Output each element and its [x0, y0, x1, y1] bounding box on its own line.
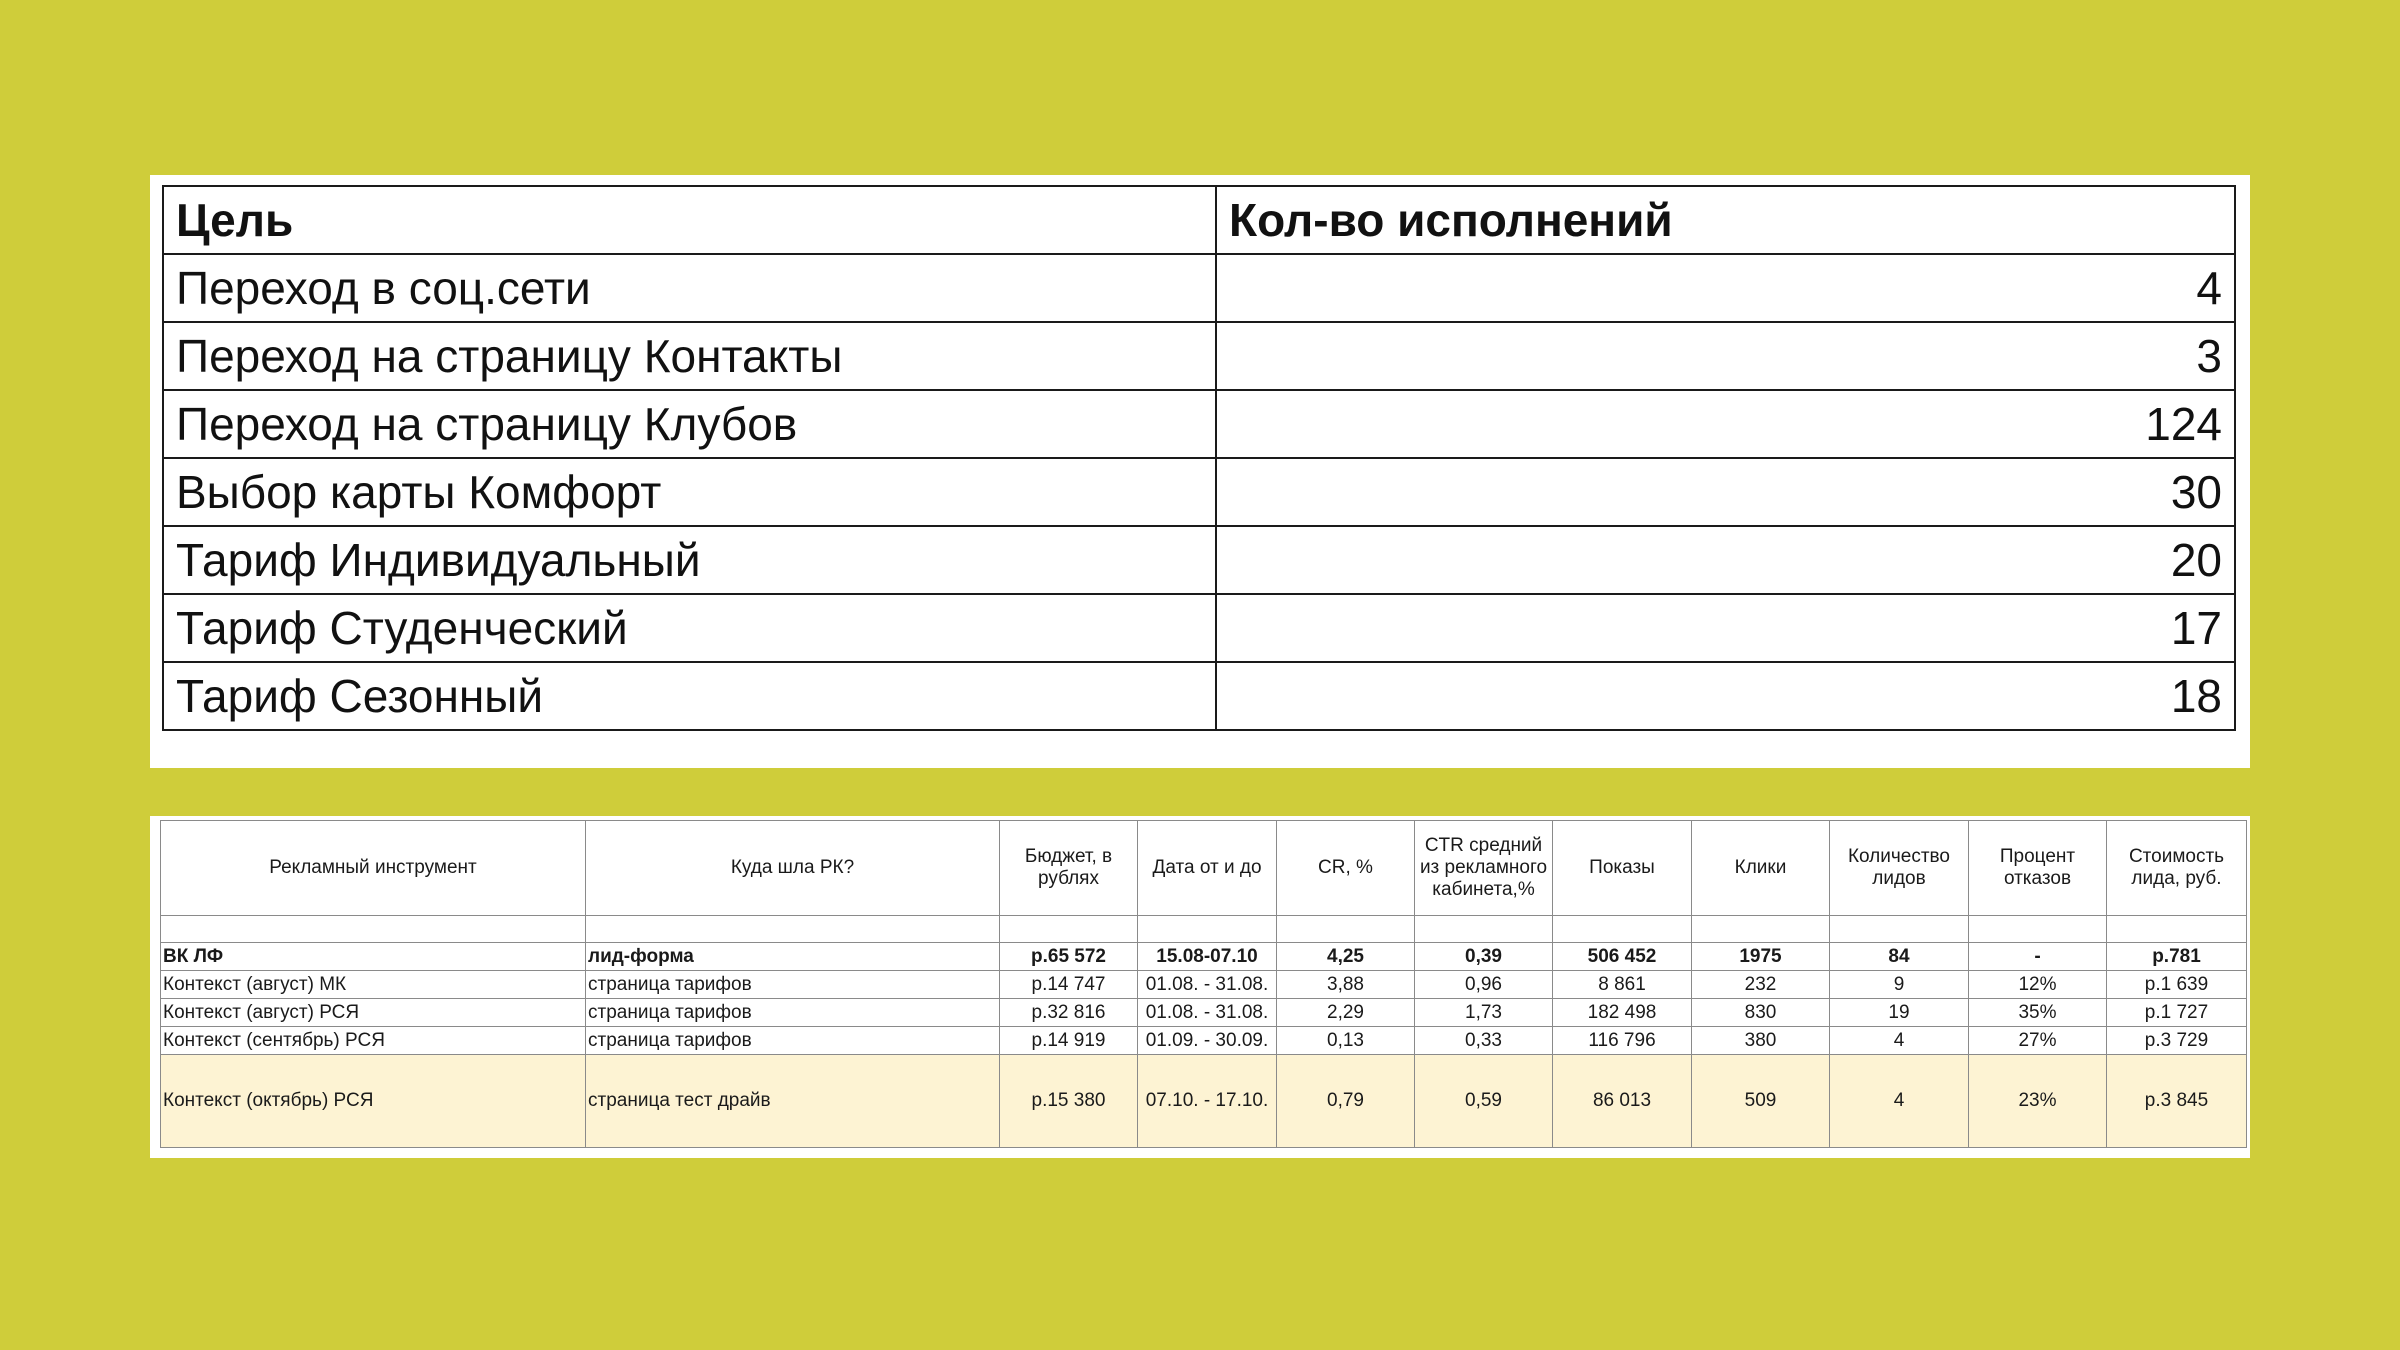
ads-table — [160, 820, 2247, 1148]
goals-header-goal: Цель — [163, 186, 1216, 254]
goal-count: 3 — [1216, 322, 2235, 390]
ads-budget: р.65 572 — [1000, 943, 1138, 971]
ads-lead-cost: р.3 729 — [2107, 1027, 2247, 1055]
ads-ctr: 0,96 — [1415, 971, 1553, 999]
ads-impressions: 116 796 — [1553, 1027, 1692, 1055]
empty-cell — [2107, 916, 2247, 943]
goals-header-row — [163, 186, 2235, 254]
ads-header-cr: CR, % — [1277, 821, 1415, 916]
goals-row — [163, 390, 2235, 458]
ads-impressions: 182 498 — [1553, 999, 1692, 1027]
ads-dates: 15.08-07.10 — [1138, 943, 1277, 971]
ads-lead-cost: р.781 — [2107, 943, 2247, 971]
goal-count: 124 — [1216, 390, 2235, 458]
ads-tool: Контекст (сентябрь) РСЯ — [161, 1027, 586, 1055]
ads-row — [161, 1027, 2247, 1055]
ads-leads: 9 — [1830, 971, 1969, 999]
ads-bounce: 12% — [1969, 971, 2107, 999]
empty-cell — [586, 916, 1000, 943]
ads-budget: р.14 919 — [1000, 1027, 1138, 1055]
ads-ctr: 0,59 — [1415, 1055, 1553, 1148]
goal-count: 30 — [1216, 458, 2235, 526]
ads-header-leads: Количество лидов — [1830, 821, 1969, 916]
goal-name: Тариф Студенческий — [163, 594, 1216, 662]
ads-header-ctr: CTR средний из рекламного кабинета,% — [1415, 821, 1553, 916]
goals-row — [163, 322, 2235, 390]
ads-leads: 4 — [1830, 1055, 1969, 1148]
ads-clicks: 1975 — [1692, 943, 1830, 971]
ads-spacer-row — [161, 916, 2247, 943]
ads-target: страница тарифов — [586, 999, 1000, 1027]
ads-header-lead-cost: Стоимость лида, руб. — [2107, 821, 2247, 916]
goals-row — [163, 594, 2235, 662]
ads-bounce: 23% — [1969, 1055, 2107, 1148]
empty-cell — [1277, 916, 1415, 943]
ads-clicks: 380 — [1692, 1027, 1830, 1055]
ads-leads: 84 — [1830, 943, 1969, 971]
ads-cr: 0,79 — [1277, 1055, 1415, 1148]
ads-leads: 4 — [1830, 1027, 1969, 1055]
ads-cr: 3,88 — [1277, 971, 1415, 999]
ads-lead-cost: р.3 845 — [2107, 1055, 2247, 1148]
goal-count: 17 — [1216, 594, 2235, 662]
goal-name: Тариф Сезонный — [163, 662, 1216, 730]
ads-bounce: - — [1969, 943, 2107, 971]
ads-target: страница тарифов — [586, 971, 1000, 999]
goals-table — [162, 185, 2236, 731]
ads-clicks: 830 — [1692, 999, 1830, 1027]
goal-count: 20 — [1216, 526, 2235, 594]
ads-row-highlighted — [161, 1055, 2247, 1148]
goals-row — [163, 458, 2235, 526]
goals-row — [163, 526, 2235, 594]
goal-count: 4 — [1216, 254, 2235, 322]
ads-budget: р.15 380 — [1000, 1055, 1138, 1148]
ads-header-clicks: Клики — [1692, 821, 1830, 916]
goals-row — [163, 254, 2235, 322]
empty-cell — [1138, 916, 1277, 943]
empty-cell — [161, 916, 586, 943]
ads-header-target: Куда шла РК? — [586, 821, 1000, 916]
ads-header-budget: Бюджет, в рублях — [1000, 821, 1138, 916]
empty-cell — [1553, 916, 1692, 943]
ads-dates: 07.10. - 17.10. — [1138, 1055, 1277, 1148]
ads-dates: 01.08. - 31.08. — [1138, 999, 1277, 1027]
ads-impressions: 86 013 — [1553, 1055, 1692, 1148]
ads-header-bounce: Процент отказов — [1969, 821, 2107, 916]
goal-name: Выбор карты Комфорт — [163, 458, 1216, 526]
ads-tool: Контекст (август) МК — [161, 971, 586, 999]
ads-ctr: 1,73 — [1415, 999, 1553, 1027]
ads-row — [161, 943, 2247, 971]
ads-tool: ВК ЛФ — [161, 943, 586, 971]
ads-cr: 0,13 — [1277, 1027, 1415, 1055]
ads-ctr: 0,39 — [1415, 943, 1553, 971]
ads-leads: 19 — [1830, 999, 1969, 1027]
ads-cr: 2,29 — [1277, 999, 1415, 1027]
ads-header-row — [161, 821, 2247, 916]
ads-panel — [150, 816, 2250, 1158]
ads-bounce: 27% — [1969, 1027, 2107, 1055]
ads-budget: р.32 816 — [1000, 999, 1138, 1027]
ads-lead-cost: р.1 639 — [2107, 971, 2247, 999]
goal-name: Переход в соц.сети — [163, 254, 1216, 322]
ads-tool: Контекст (октябрь) РСЯ — [161, 1055, 586, 1148]
goals-panel — [150, 175, 2250, 768]
ads-header-tool: Рекламный инструмент — [161, 821, 586, 916]
ads-dates: 01.09. - 30.09. — [1138, 1027, 1277, 1055]
ads-target: страница тарифов — [586, 1027, 1000, 1055]
goal-count: 18 — [1216, 662, 2235, 730]
ads-ctr: 0,33 — [1415, 1027, 1553, 1055]
ads-bounce: 35% — [1969, 999, 2107, 1027]
ads-clicks: 232 — [1692, 971, 1830, 999]
goals-header-count: Кол-во исполнений — [1216, 186, 2235, 254]
empty-cell — [1830, 916, 1969, 943]
goal-name: Тариф Индивидуальный — [163, 526, 1216, 594]
ads-impressions: 506 452 — [1553, 943, 1692, 971]
empty-cell — [1692, 916, 1830, 943]
empty-cell — [1000, 916, 1138, 943]
ads-tool: Контекст (август) РСЯ — [161, 999, 586, 1027]
ads-row — [161, 971, 2247, 999]
ads-row — [161, 999, 2247, 1027]
ads-header-dates: Дата от и до — [1138, 821, 1277, 916]
ads-clicks: 509 — [1692, 1055, 1830, 1148]
ads-budget: р.14 747 — [1000, 971, 1138, 999]
ads-impressions: 8 861 — [1553, 971, 1692, 999]
ads-dates: 01.08. - 31.08. — [1138, 971, 1277, 999]
goals-row — [163, 662, 2235, 730]
ads-lead-cost: р.1 727 — [2107, 999, 2247, 1027]
empty-cell — [1969, 916, 2107, 943]
ads-target: страница тест драйв — [586, 1055, 1000, 1148]
empty-cell — [1415, 916, 1553, 943]
ads-target: лид-форма — [586, 943, 1000, 971]
goal-name: Переход на страницу Клубов — [163, 390, 1216, 458]
goal-name: Переход на страницу Контакты — [163, 322, 1216, 390]
ads-cr: 4,25 — [1277, 943, 1415, 971]
ads-header-impressions: Показы — [1553, 821, 1692, 916]
